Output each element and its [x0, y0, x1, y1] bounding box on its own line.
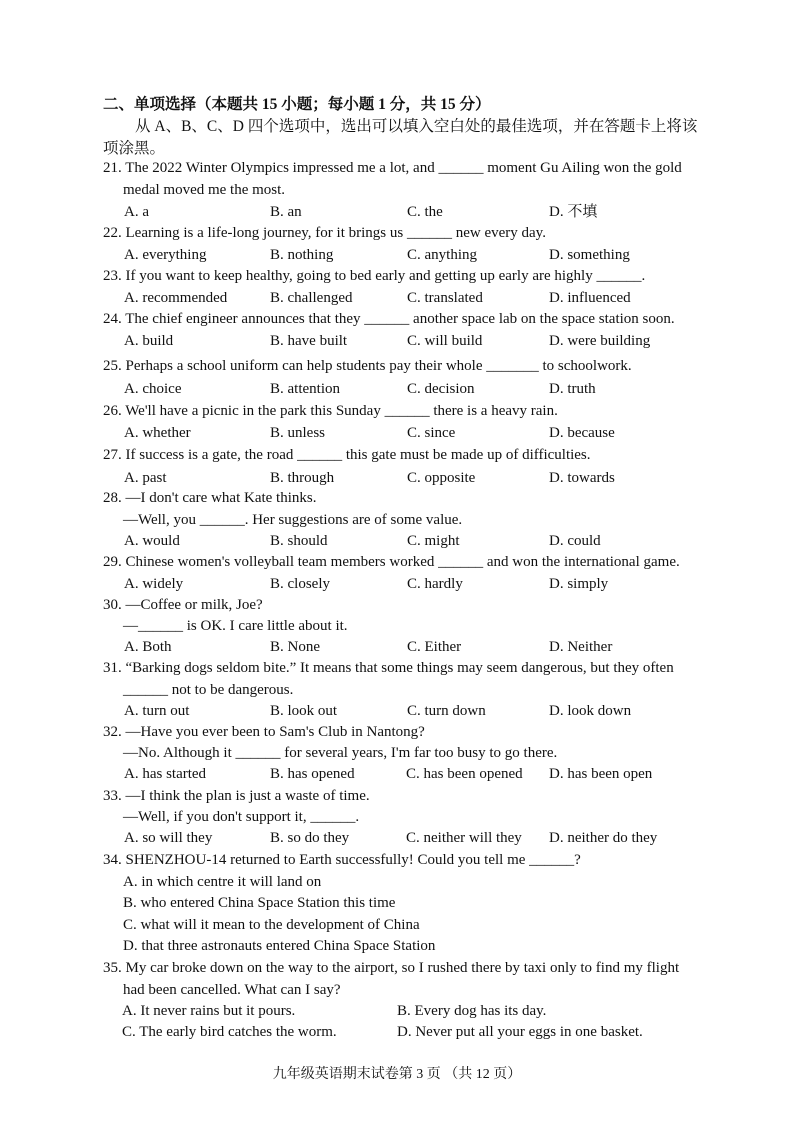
question-21-option-d: D. 不填: [549, 204, 598, 220]
question-24-option-d: D. were building: [549, 333, 651, 349]
question-30-option-d: D. Neither: [549, 639, 613, 655]
question-21-option-a: A. a: [124, 204, 149, 220]
question-35-option-d: D. Never put all your eggs in one basket.: [397, 1024, 643, 1040]
question-22-option-b: B. nothing: [270, 247, 334, 263]
question-27-option-b: B. through: [270, 470, 335, 486]
question-22-option-a: A. everything: [124, 247, 207, 263]
question-25-option-a: A. choice: [124, 381, 182, 397]
question-24-stem: 24. The chief engineer announces that they ______ another space lab on the space station soon.: [103, 311, 675, 327]
question-22-option-d: D. something: [549, 247, 630, 263]
question-32-option-a: A. has started: [124, 766, 207, 782]
question-29-option-d: D. simply: [549, 576, 609, 592]
question-28-stem: 28. —I don't care what Kate thinks.: [103, 490, 317, 506]
question-33-option-a: A. so will they: [124, 830, 213, 846]
question-30-option-c: C. Either: [407, 639, 462, 655]
question-27-option-a: A. past: [124, 470, 167, 486]
question-28-stem-cont: —Well, you ______. Her suggestions are of some value.: [123, 512, 463, 528]
question-34-option-a: A. in which centre it will land on: [123, 874, 322, 890]
question-27-option-c: C. opposite: [407, 470, 476, 486]
page-footer: 九年级英语期末试卷第 3 页 （共 12 页）: [272, 1067, 522, 1082]
question-34-option-d: D. that three astronauts entered China Space Station: [123, 938, 436, 954]
question-22-option-c: C. anything: [407, 247, 477, 263]
question-30-stem-cont: —______ is OK. I care little about it.: [123, 618, 348, 634]
question-30-stem: 30. —Coffee or milk, Joe?: [103, 597, 263, 613]
question-26-option-c: C. since: [407, 425, 456, 441]
question-25-option-b: B. attention: [270, 381, 340, 397]
question-31-stem-cont: ______ not to be dangerous.: [123, 682, 294, 698]
section-instructions: 从 A、B、C、D 四个选项中，选出可以填入空白处的最佳选项，并在答题卡上将该项涂黑。: [103, 118, 698, 157]
question-32-stem: 32. —Have you ever been to Sam's Club in Nantong?: [103, 724, 425, 740]
question-33-option-b: B. so do they: [270, 830, 350, 846]
question-32-option-b: B. has opened: [270, 766, 355, 782]
question-32-option-c: C. has been opened: [406, 766, 523, 782]
question-24-option-a: A. build: [124, 333, 174, 349]
question-25-stem: 25. Perhaps a school uniform can help students pay their whole _______ to schoolwork.: [103, 358, 632, 374]
question-33-stem-cont: —Well, if you don't support it, ______.: [123, 809, 360, 825]
question-30-option-b: B. None: [270, 639, 320, 655]
question-30-option-a: A. Both: [124, 639, 172, 655]
question-32-stem-cont: —No. Although it ______ for several years, I'm far too busy to go there.: [123, 745, 558, 761]
question-21-stem-cont: medal moved me the most.: [123, 182, 286, 198]
question-23-stem: 23. If you want to keep healthy, going to bed early and getting up early are highly ______.: [103, 268, 646, 284]
question-25-option-d: D. truth: [549, 381, 596, 397]
question-26-option-b: B. unless: [270, 425, 326, 441]
question-29-option-b: B. closely: [270, 576, 330, 592]
question-24-option-c: C. will build: [407, 333, 483, 349]
question-34-stem: 34. SHENZHOU-14 returned to Earth successfully! Could you tell me ______?: [103, 852, 581, 868]
question-35-option-a: A. It never rains but it pours.: [122, 1003, 296, 1019]
question-31-option-c: C. turn down: [407, 703, 486, 719]
question-28-option-a: A. would: [124, 533, 180, 549]
question-23-option-c: C. translated: [407, 290, 483, 306]
question-29-option-c: C. hardly: [407, 576, 463, 592]
question-23-option-a: A. recommended: [124, 290, 228, 306]
question-29-option-a: A. widely: [124, 576, 184, 592]
question-25-option-c: C. decision: [407, 381, 475, 397]
question-26-stem: 26. We'll have a picnic in the park this Sunday ______ there is a heavy rain.: [103, 403, 558, 419]
question-27-stem: 27. If success is a gate, the road ______ this gate must be made up of difficulties.: [103, 447, 591, 463]
question-35-stem-cont: had been cancelled. What can I say?: [123, 982, 341, 998]
question-23-option-b: B. challenged: [270, 290, 353, 306]
question-33-option-c: C. neither will they: [406, 830, 522, 846]
question-24-option-b: B. have built: [270, 333, 348, 349]
question-23-option-d: D. influenced: [549, 290, 631, 306]
question-28-option-d: D. could: [549, 533, 601, 549]
question-35-option-c: C. The early bird catches the worm.: [122, 1024, 337, 1040]
question-28-option-c: C. might: [407, 533, 460, 549]
question-29-stem: 29. Chinese women's volleyball team members worked ______ and won the international game.: [103, 554, 680, 570]
question-34-option-b: B. who entered China Space Station this time: [123, 895, 396, 911]
question-21-option-b: B. an: [270, 204, 302, 220]
question-21-option-c: C. the: [407, 204, 443, 220]
question-28-option-b: B. should: [270, 533, 328, 549]
question-21-stem: 21. The 2022 Winter Olympics impressed me a lot, and ______ moment Gu Ailing won the gold: [103, 160, 682, 176]
question-35-stem: 35. My car broke down on the way to the airport, so I rushed there by taxi only to find my flight: [103, 960, 680, 976]
question-31-option-b: B. look out: [270, 703, 338, 719]
question-26-option-d: D. because: [549, 425, 615, 441]
question-26-option-a: A. whether: [124, 425, 191, 441]
question-33-stem: 33. —I think the plan is just a waste of time.: [103, 788, 370, 804]
section-title: 二、单项选择（本题共 15 小题；每小题 1 分，共 15 分）: [103, 96, 491, 113]
question-32-option-d: D. has been open: [549, 766, 653, 782]
question-22-stem: 22. Learning is a life-long journey, for it brings us ______ new every day.: [103, 225, 546, 241]
question-33-option-d: D. neither do they: [549, 830, 658, 846]
question-35-option-b: B. Every dog has its day.: [397, 1003, 547, 1019]
question-31-stem: 31. “Barking dogs seldom bite.” It means that some things may seem dangerous, but they often: [103, 660, 674, 676]
question-27-option-d: D. towards: [549, 470, 615, 486]
question-34-option-c: C. what will it mean to the development of China: [123, 917, 420, 933]
question-31-option-d: D. look down: [549, 703, 632, 719]
question-31-option-a: A. turn out: [124, 703, 190, 719]
